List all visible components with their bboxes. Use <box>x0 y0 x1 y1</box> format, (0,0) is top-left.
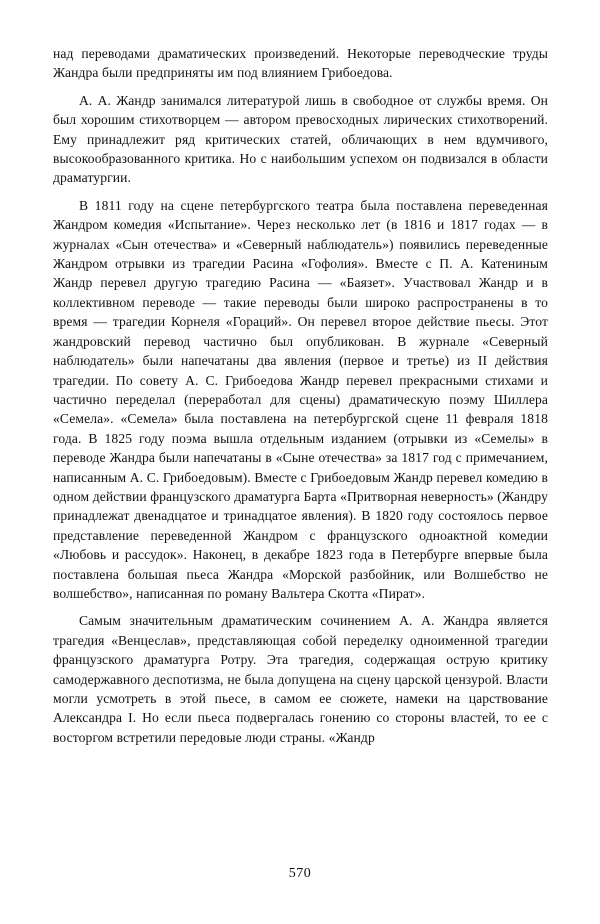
paragraph-zhandr-literature: А. А. Жандр занимался литературой лишь в свободное от службы время. Он был хорошим стихотворцем — автором превосходных лирических стихотворений. Ему принадлежит ряд критических статей, обличающих в нем вдумчивого, высокообразованного критика. Но с наибольшим успехом он подвизался в области драматургии. <box>53 92 548 186</box>
paragraph-wenceslas-tragedy: Самым значительным драматическим сочинением А. А. Жандра является трагедия «Венцеслав», представляющая собой переделку одноименной трагедии французского драматурга Ротру. Эта трагедия, содержащая острую критику самодержавного деспотизма, не была допущена на сцену царской цензурой. Власти могли усмотреть в этой пьесе, в самом ее сюжете, намеки на царствование Александра I. Но если пьеса подвергалась гонению со стороны властей, то ее с восторгом встретили передовые люди страны. «Жандр <box>53 613 548 745</box>
page-number: 570 <box>288 866 312 881</box>
paragraph-translations-1811: В 1811 году на сцене петербургского театра была поставлена переведенная Жандром комедия «Испытание». Через несколько лет (в 1816 и 1817 годах — в журналах «Сын отечества» и «Северный наблюдатель») появились переведенные Жандром отрывки из трагедии Расина «Гофолия». Вместе с П. А. Катениным Жандр перевел другую трагедию Расина — «Баязет». Участвовал Жандр и в коллективном переводе — такие переводы были широко распространены в то время — трагедии Корнеля «Гораций». Он перевел второе действие пьесы. Этот жандровский перевод частично был опубликован. В журнале «Северный наблюдатель» были напечатаны два явления (первое и третье) из II действия трагедии. По совету А. С. Грибоедова Жандр перевел прекрасными стихами и частично переделал (переработал для сцены) драматическую поэму Шиллера «Семела». «Семела» была поставлена на петербургской сцене 11 февраля 1818 года. В 1825 году поэма вышла отдельным изданием (отрывки из «Семелы» в переводе Жандра были напечатаны в «Сыне отечества» за 1817 год с примечанием, написанным А. С. Грибоедовым). Вместе с Грибоедовым Жандр перевел комедию в одном действии французского драматурга Барта «Притворная неверность» (Жандру принадлежат двенадцатое и тринадцатое явления). В 1820 году состоялось первое представление переведенной Жандром с французского одноактной комедии «Любовь и рассудок». Наконец, в декабре 1823 года в Петербурге впервые была поставлена большая пьеса Жандра «Морской разбойник, или Волшебство не волшебство», написанная по роману Вальтера Скотта «Пират». <box>53 197 548 601</box>
paragraph-continuation: над переводами драматических произведений. Некоторые переводческие труды Жандра были предприняты им под влиянием Грибоедова. <box>53 46 548 81</box>
